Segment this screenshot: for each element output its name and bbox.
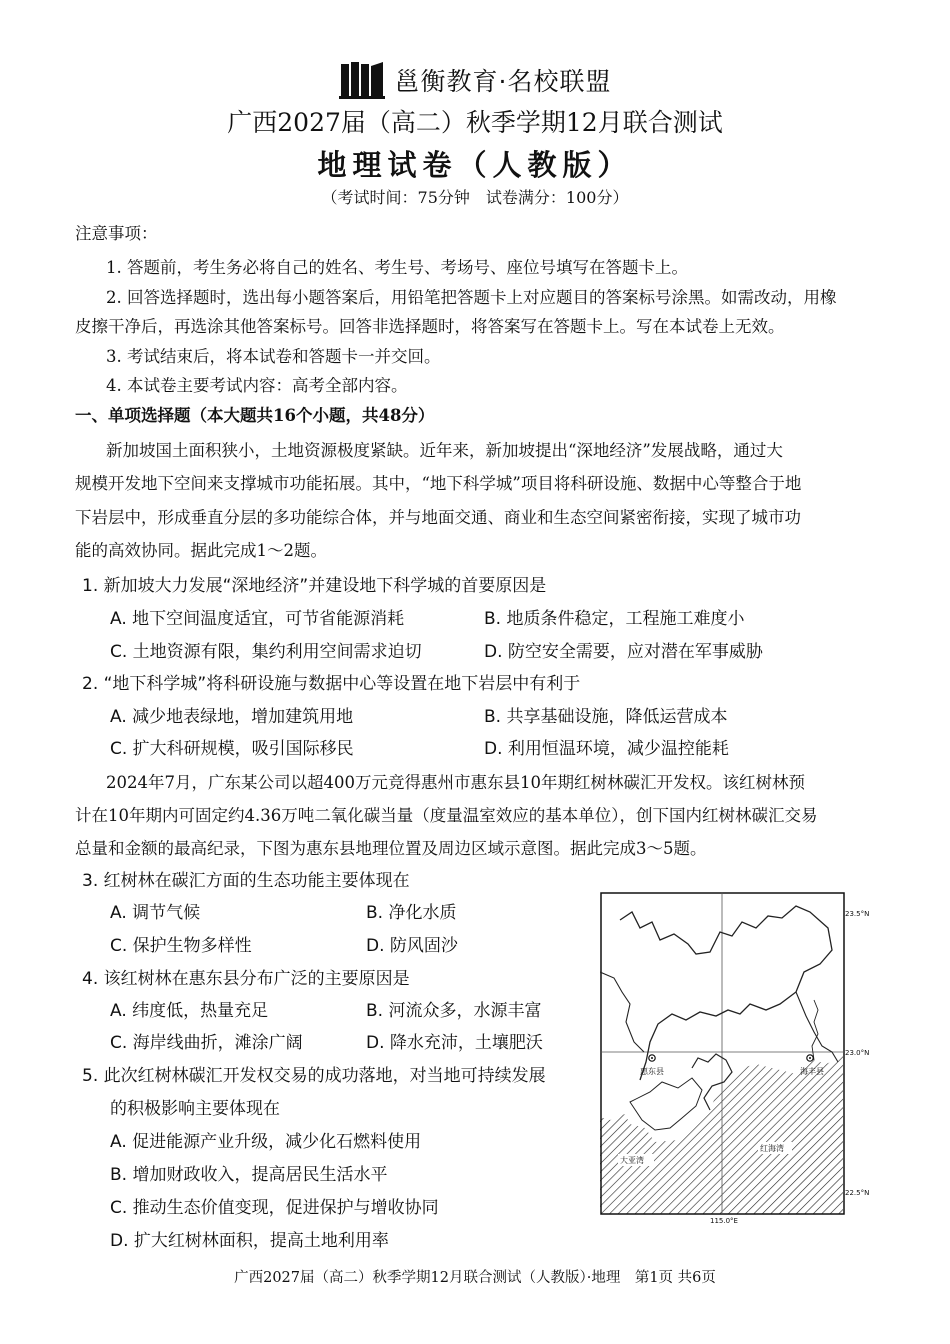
notice-item-4: 4. 本试卷主要考试内容：高考全部内容。 <box>106 376 408 395</box>
passage2-line2: 计在10年期内可固定约4.36万吨二氧化碳当量（度量温室效应的基本单位），创下国内红树林碳汇交易 <box>75 806 818 825</box>
notice-item-1: 1. 答题前，考生务必将自己的姓名、考生号、考场号、座位号填写在答题卡上。 <box>106 258 688 277</box>
county-label-huidong: 惠东县 <box>640 1067 664 1076</box>
q4-option-d: D. 降水充沛，土壤肥沃 <box>366 1033 543 1053</box>
subject-title: 地理试卷（人教版） <box>317 148 633 182</box>
notice-item-3: 3. 考试结束后，将本试卷和答题卡一并交回。 <box>106 347 441 366</box>
q4-option-b: B. 河流众多，水源丰富 <box>366 1001 542 1021</box>
q5-option-d: D. 扩大红树林面积，提高土地利用率 <box>110 1231 389 1251</box>
notice-item-2-line2: 皮擦干净后，再选涂其他答案标号。回答非选择题时，将答案写在答题卡上。写在本试卷上无效。 <box>75 317 785 336</box>
q4-option-c: C. 海岸线曲折，滩涂广阔 <box>110 1033 303 1053</box>
bay-label-daya: 大亚湾 <box>620 1156 644 1165</box>
brand-name: 邕衡教育·名校联盟 <box>394 67 612 96</box>
q3-option-b: B. 净化水质 <box>366 903 457 923</box>
q5-option-b: B. 增加财政收入，提高居民生活水平 <box>110 1165 388 1185</box>
county-label-haifeng: 海丰县 <box>800 1067 824 1076</box>
q2-option-d: D. 利用恒温环境，减少温控能耗 <box>484 739 729 759</box>
page-footer: 广西2027届（高二）秋季学期12月联合测试（人教版）·地理 第1页 共6页 <box>234 1270 716 1286</box>
q1-option-c: C. 土地资源有限，集约利用空间需求迫切 <box>110 642 422 662</box>
q4-stem: 4. 该红树林在惠东县分布广泛的主要原因是 <box>82 969 410 989</box>
notice-item-2-line1: 2. 回答选择题时，选出每小题答案后，用铅笔把答题卡上对应题目的答案标号涂黑。如需改动，用橡 <box>106 288 837 307</box>
lat-label-bottom: 22.5°N <box>845 1189 870 1197</box>
passage1-line3: 下岩层中，形成垂直分层的多功能综合体，并与地面交通、商业和生态空间紧密衔接，实现了城市功 <box>75 508 801 527</box>
q3-stem: 3. 红树林在碳汇方面的生态功能主要体现在 <box>82 871 410 891</box>
county-boundary-west <box>600 972 644 1052</box>
q5-stem-line1: 5. 此次红树林碳汇开发权交易的成功落地，对当地可持续发展 <box>82 1066 546 1086</box>
q5-stem-line2: 的积极影响主要体现在 <box>110 1099 280 1119</box>
q1-option-d: D. 防空安全需要，应对潜在军事威胁 <box>484 642 763 662</box>
q4-option-a: A. 纬度低，热量充足 <box>110 1001 269 1021</box>
notice-heading: 注意事项： <box>75 224 158 243</box>
haifeng-boundary <box>796 992 838 1062</box>
sea-area <box>600 1054 843 1214</box>
huidong-location-map <box>600 892 845 1217</box>
q5-option-a: A. 促进能源产业升级，减少化石燃料使用 <box>110 1132 422 1152</box>
county-boundary <box>620 906 832 1080</box>
lat-label-top: 23.5°N <box>845 910 870 918</box>
passage1-line2: 规模开发地下空间来支撑城市功能拓展。其中，“地下科学城”项目将科研设施、数据中心等整合于地 <box>75 474 802 493</box>
section-heading: 一、单项选择题（本大题共16个小题，共48分） <box>75 406 435 425</box>
q3-option-c: C. 保护生物多样性 <box>110 936 252 956</box>
q3-option-a: A. 调节气候 <box>110 903 201 923</box>
passage1-line1: 新加坡国土面积狭小，土地资源极度紧缺。近年来，新加坡提出“深地经济”发展战略，通过大 <box>106 441 783 460</box>
lon-label: 115.0°E <box>710 1217 738 1225</box>
q2-option-a: A. 减少地表绿地，增加建筑用地 <box>110 707 354 727</box>
passage1-line4: 能的高效协同。据此完成1～2题。 <box>75 541 327 560</box>
q3-option-d: D. 防风固沙 <box>366 936 458 956</box>
bay-label-honghai: 红海湾 <box>760 1144 784 1153</box>
q1-stem: 1. 新加坡大力发展“深地经济”并建设地下科学城的首要原因是 <box>82 576 547 596</box>
passage2-line1: 2024年7月，广东某公司以超400万元竞得惠州市惠东县10年期红树林碳汇开发权。该红树林预 <box>106 773 805 792</box>
q2-stem: 2. “地下科学城”将科研设施与数据中心等设置在地下岩层中有利于 <box>82 674 581 694</box>
passage2-line3: 总量和金额的最高纪录，下图为惠东县地理位置及周边区域示意图。据此完成3～5题。 <box>75 839 707 858</box>
book-logo-icon <box>339 60 385 106</box>
q1-option-b: B. 地质条件稳定，工程施工难度小 <box>484 609 745 629</box>
exam-info: （考试时间：75分钟 试卷满分：100分） <box>321 188 629 207</box>
lat-label-mid: 23.0°N <box>845 1049 870 1057</box>
exam-title: 广西2027届（高二）秋季学期12月联合测试 <box>227 108 723 137</box>
brand-header <box>0 60 950 106</box>
q5-option-c: C. 推动生态价值变现，促进保护与增收协同 <box>110 1198 439 1218</box>
q2-option-b: B. 共享基础设施，降低运营成本 <box>484 707 728 727</box>
q1-option-a: A. 地下空间温度适宜，可节省能源消耗 <box>110 609 405 629</box>
q2-option-c: C. 扩大科研规模，吸引国际移民 <box>110 739 354 759</box>
bay-area <box>630 1078 702 1130</box>
